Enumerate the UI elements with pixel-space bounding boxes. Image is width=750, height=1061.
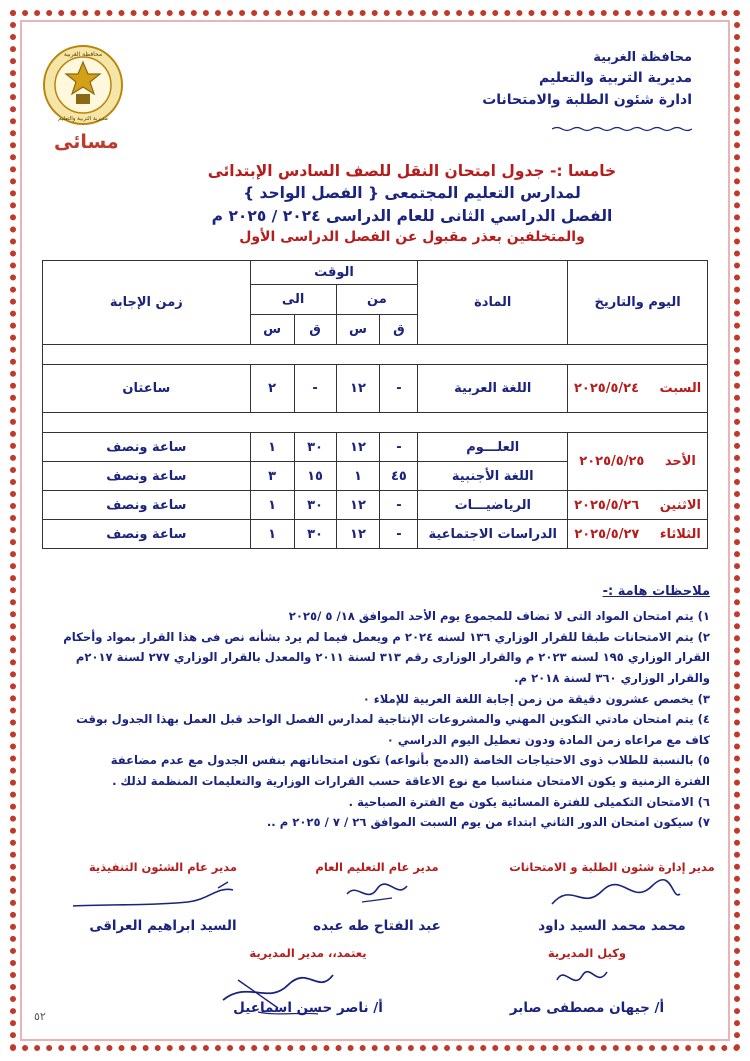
day-date-cell	[568, 520, 708, 549]
directorate-name: مديرية التربية والتعليم	[539, 70, 692, 87]
header-day-date: اليوم والتاريخ	[568, 261, 708, 345]
header-to-q: ق	[294, 315, 336, 345]
signature-role: مدير إدارة شئون الطلبة و الامتحانات	[509, 860, 715, 874]
from-minutes-cell: ٤٥	[380, 462, 418, 491]
duration-cell: ساعة ونصف	[43, 462, 251, 491]
note-line: ٦) الامتحان التكميلى للفترة المسائية يكون مع الفترة الصباحية .	[348, 794, 710, 809]
exam-date: ٢٠٢٥/٥/٢٦	[574, 497, 640, 513]
subject-cell: العلـــوم	[418, 433, 568, 462]
signature-name: أ/ جيهان مصطفى صابر	[509, 1000, 665, 1016]
note-line: الفترة الزمنية و يكون الامتحان متناسبا مع نوع الاعاقة حسب القرارات الوزارية والتعليمات المنظمة لذلك .	[112, 774, 710, 788]
header-subject: المادة	[418, 261, 568, 345]
day-name: الأحد	[664, 454, 696, 469]
from-hours-cell: ١٢	[336, 433, 380, 462]
note-line: ٤) يتم امتحان مادتي التكوين المهني والمشروعات الإنتاجية لمدارس الفصل الواحد قبل العمل بهذا الجدول بوقت	[76, 712, 710, 727]
note-line: والقرار الوزاري ٣٦٠ لسنة ٢٠١٨ م.	[514, 670, 710, 685]
note-line: ٣) يخصص عشرون دقيقة من زمن إجابة اللغة العربية للإملاء ٠	[362, 691, 710, 706]
to-minutes-cell: ٣٠	[294, 433, 336, 462]
signature-role: مدير عام الشئون التنفيذية	[88, 860, 238, 874]
duration-cell: ساعتان	[43, 365, 251, 413]
signature-role: مدير عام التعليم العام	[315, 860, 439, 874]
governorate-name: محافظة الغربية	[593, 50, 692, 65]
signature-block-general-education	[282, 860, 472, 934]
header-duration: زمن الإجابة	[43, 261, 251, 345]
duration-cell: ساعة ونصف	[43, 491, 251, 520]
government-header	[482, 48, 692, 112]
administration-name: ادارة شئون الطلبة والامتحانات	[482, 91, 692, 108]
svg-text:مديرية التربية والتعليم: مديرية التربية والتعليم	[58, 116, 108, 122]
note-line: ٥) بالنسبة للطلاب ذوى الاحتياجات الخاصة (الدمج بأنواعه) تكون امتحاناتهم بنفس الجدول مع عدم مضاعفة	[110, 753, 710, 768]
title-line-1: خامسا :- جدول امتحان النقل للصف السادس الإبتدائى	[207, 162, 617, 180]
subject-cell: الرياضيـــات	[418, 491, 568, 520]
note-line: ٢) يتم الامتحانات طبقا للقرار الوزاري ١٣٦ لسنه ٢٠٢٤ م ويعمل فيما لم يرد بشأنه نص فى هذا القرار بمواد وأحكام	[63, 629, 710, 644]
note-line: ١) يتم امتحان المواد التى لا تضاف للمجموع يوم الأحد الموافق ١٨/ ٥ /٢٠٢٥	[288, 609, 710, 623]
from-minutes-cell: -	[380, 520, 418, 549]
header-to-s: س	[250, 315, 294, 345]
exam-schedule-table	[42, 260, 708, 549]
subject-cell: اللغة الأجنبية	[418, 462, 568, 491]
from-hours-cell: ١	[336, 462, 380, 491]
note-line: كاف مع مراعاه زمن المادة ودون تعطيل اليوم الدراسي ٠	[386, 732, 710, 747]
exam-date: ٢٠٢٥/٥/٢٥	[579, 454, 645, 469]
to-hours-cell: ٣	[250, 462, 294, 491]
table-spacer	[43, 345, 708, 365]
duration-cell: ساعة ونصف	[43, 520, 251, 549]
signature-block-executive	[58, 860, 268, 934]
to-hours-cell: ١	[250, 520, 294, 549]
table-spacer	[43, 413, 708, 433]
to-hours-cell: ١	[250, 491, 294, 520]
to-minutes-cell: ١٥	[294, 462, 336, 491]
signature-block-deputy	[492, 946, 682, 1016]
from-minutes-cell: -	[380, 491, 418, 520]
table-row	[43, 520, 708, 549]
signature-name: محمد محمد السيد داود	[538, 918, 686, 934]
table-row	[43, 491, 708, 520]
document-title	[122, 160, 702, 248]
signature-role: وكيل المديرية	[547, 946, 627, 960]
governorate-logo	[42, 44, 124, 126]
exam-date: ٢٠٢٥/٥/٢٤	[573, 381, 640, 396]
header-time: الوقت	[250, 261, 418, 285]
handwritten-signature	[218, 960, 338, 1020]
signature-name: عبد الفتاح طه عبده	[313, 918, 441, 934]
signature-block-director	[208, 946, 408, 1016]
day-name: الاثنين	[659, 497, 702, 513]
signature-name: أ/ ناصر حسن اسماعيل	[233, 1000, 383, 1016]
from-minutes-cell: -	[380, 433, 418, 462]
from-hours-cell: ١٢	[336, 491, 380, 520]
duration-cell: ساعة ونصف	[43, 433, 251, 462]
handwritten-signature	[342, 874, 412, 910]
from-minutes-cell: -	[380, 365, 418, 413]
session-label: مسائى	[54, 131, 119, 153]
document-page	[28, 28, 722, 1033]
day-date-cell	[568, 433, 708, 491]
to-hours-cell: ٢	[250, 365, 294, 413]
exam-date: ٢٠٢٥/٥/٢٧	[574, 526, 640, 542]
day-name: الثلاثاء	[659, 526, 701, 542]
svg-text:محافظة الغربية: محافظة الغربية	[63, 51, 103, 58]
title-line-2: لمدارس التعليم المجتمعى { الفصل الواحد }	[243, 184, 581, 203]
to-minutes-cell: ٣٠	[294, 520, 336, 549]
table-row	[43, 365, 708, 413]
header-from-q: ق	[380, 315, 418, 345]
header-from-s: س	[336, 315, 380, 345]
page-number: ٥٢	[34, 1010, 46, 1023]
notes-list	[40, 606, 710, 833]
table-row	[43, 433, 708, 462]
header-from: من	[336, 285, 418, 315]
header-divider	[552, 126, 692, 132]
to-hours-cell: ١	[250, 433, 294, 462]
signature-block-admin	[502, 860, 722, 934]
day-name: السبت	[659, 381, 702, 396]
from-hours-cell: ١٢	[336, 520, 380, 549]
subject-cell: اللغة العربية	[418, 365, 568, 413]
handwritten-signature	[542, 876, 682, 916]
signature-name: السيد ابراهيم العراقى	[89, 918, 237, 934]
subject-cell: الدراسات الاجتماعية	[418, 520, 568, 549]
from-hours-cell: ١٢	[336, 365, 380, 413]
signature-role: يعتمد،، مدير المديرية	[249, 946, 367, 960]
day-date-cell	[568, 365, 708, 413]
handwritten-signature	[552, 960, 612, 996]
notes-title: ملاحظات هامة :-	[602, 584, 710, 599]
handwritten-signature	[68, 876, 248, 916]
title-line-4: والمتخلفين بعذر مقبول عن الفصل الدراسى الأول	[239, 229, 585, 246]
title-line-3: الفصل الدراسي الثانى للعام الدراسى ٢٠٢٤ / ٢٠٢٥ م	[211, 206, 613, 225]
note-line: ٧) سيكون امتحان الدور الثاني ابتداء من يوم السبت الموافق ٢٦ / ٧ / ٢٠٢٥ م ..	[266, 815, 710, 830]
to-minutes-cell: ٣٠	[294, 491, 336, 520]
header-to: الى	[250, 285, 336, 315]
to-minutes-cell: -	[294, 365, 336, 413]
day-date-cell	[568, 491, 708, 520]
note-line: القرار الوزاري ١٩٥ لسنه ٢٠٢٣ م والقرار الوزارى رقم ٣١٣ لسنة ٢٠١١ والمعدل بالقرار الوزاري ٢٧٧ لسنة ٢٠١٧م	[75, 650, 710, 665]
